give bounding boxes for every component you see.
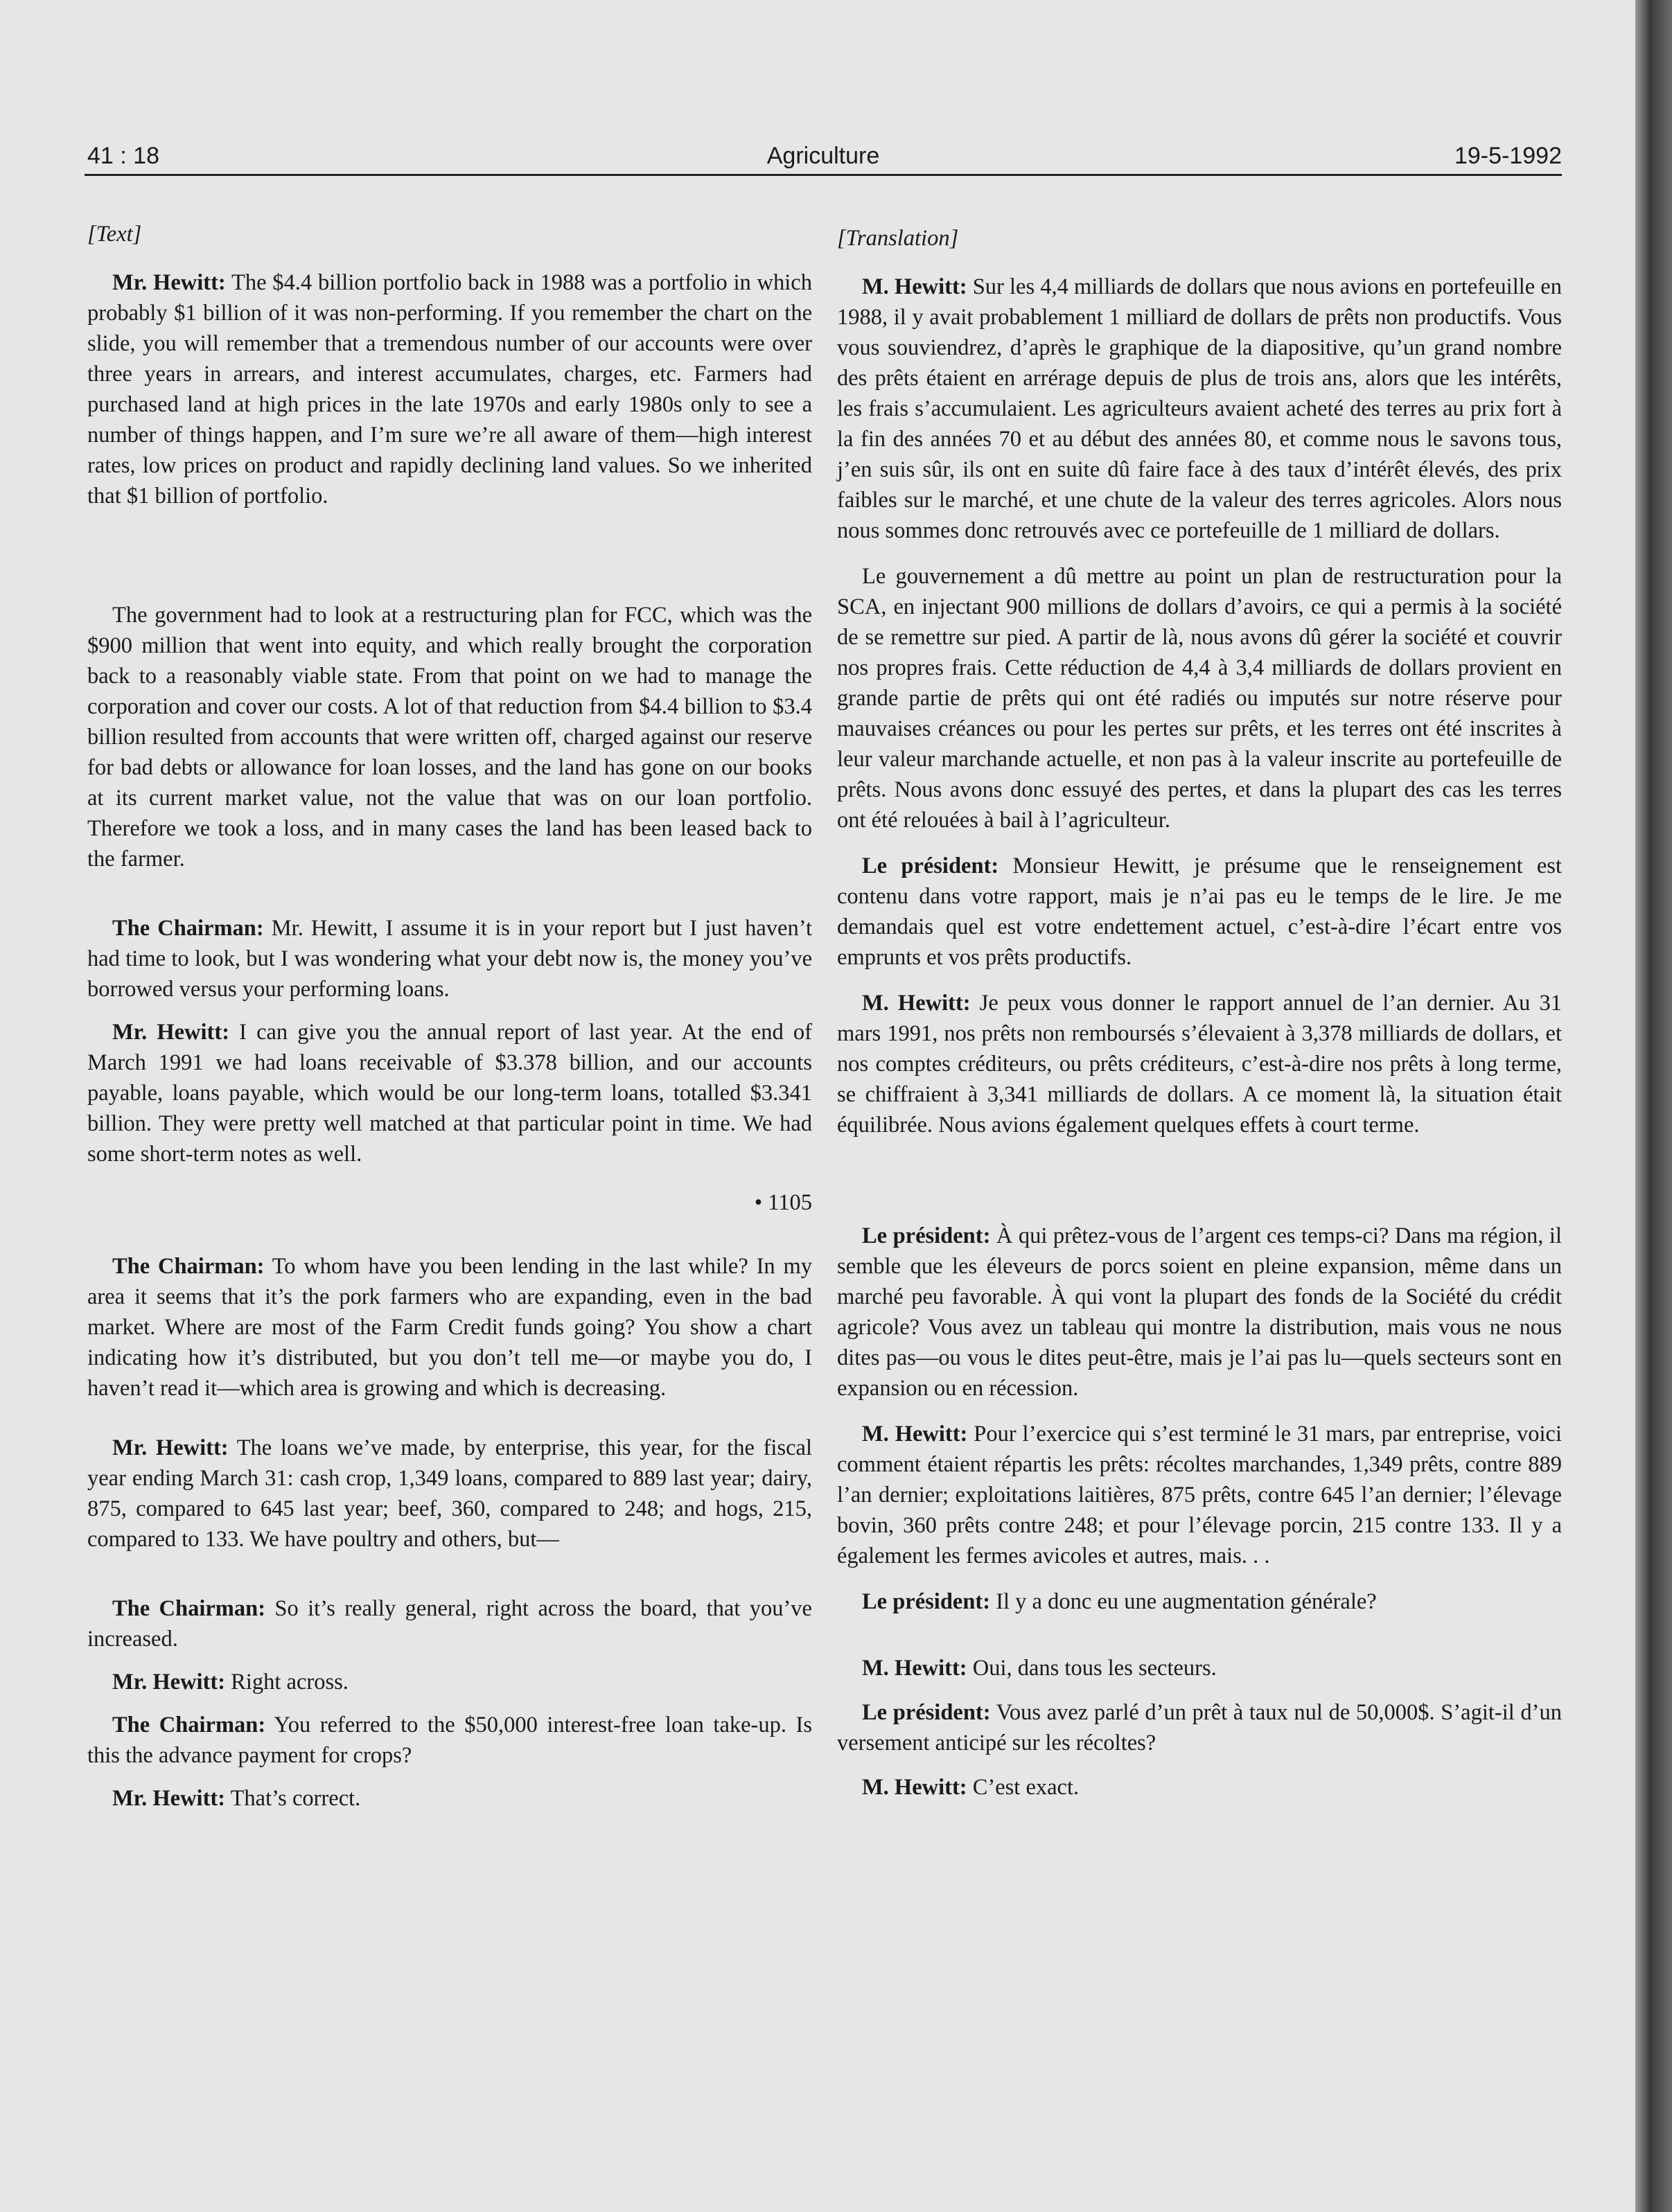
speaker: Le président: bbox=[862, 853, 999, 878]
page-edge bbox=[1635, 0, 1672, 2212]
column-tag: [Translation] bbox=[837, 226, 959, 251]
speaker: The Chairman: bbox=[112, 916, 264, 941]
speech: The loans we’ve made, by enterprise, this year, for the fiscal year ending March 31: cash crop, 1,349 loans, compared to 889 last year; dairy, 875, compared to 645 last year; beef, 360, compared to 248; and hogs, 215, compared to 133. We have poultry and others, but— bbox=[87, 1435, 812, 1552]
speech: Je peux vous donner le rapport annuel de l’an dernier. Au 31 mars 1991, nos prêts non remboursés s’élevaient à 3,378 milliards de dollars, et nos comptes créditeurs, ou prêts créditeurs, c’est-à-dire nos prêts à long terme, se chiffraient à 3,341 milliards de dollars. A ce moment là, la situation était équilibrée. Nous avions également quelques effets à court terme. bbox=[837, 991, 1562, 1138]
speech: Mr. Hewitt, I assume it is in your report but I just haven’t had time to look, but I was wondering what your debt now is, the money you’ve borrowed versus your performing loans. bbox=[87, 916, 812, 1002]
time-marker: • 1105 bbox=[754, 1190, 812, 1215]
speech: The government had to look at a restructuring plan for FCC, which was the $900 million that went into equity, and which really brought the corporation back to a reasonably viable state. From that point on we had to manage the corporation and cover our costs. A lot of that reduction from $4.4 billion to $3.4 billion resulted from accounts that were written off, charged against our reserve for bad debts or allowance for loan losses, and the land has gone on our books at its current market value, not the value that was on our loan portfolio. Therefore we took a loss, and in many cases the land has been leased back to the farmer. bbox=[87, 603, 812, 871]
speech: C’est exact. bbox=[967, 1775, 1080, 1800]
column-tag: [Text] bbox=[87, 222, 142, 247]
speech: You referred to the $50,000 interest-free loan take-up. Is this the advance payment for crops? bbox=[87, 1713, 812, 1768]
paragraph bbox=[87, 913, 812, 1005]
speaker: Mr. Hewitt: bbox=[112, 1670, 226, 1695]
paragraph bbox=[87, 1251, 812, 1404]
paragraph bbox=[837, 1419, 1562, 1571]
speaker: Mr. Hewitt: bbox=[112, 270, 226, 295]
paragraph bbox=[87, 1783, 812, 1814]
paragraph bbox=[87, 1017, 812, 1169]
running-title: Agriculture bbox=[766, 143, 880, 169]
page-header bbox=[85, 139, 1562, 173]
paragraph bbox=[87, 1593, 812, 1654]
english-column bbox=[87, 208, 812, 1814]
paragraph bbox=[837, 1221, 1562, 1404]
paragraph bbox=[837, 1697, 1562, 1758]
speaker: Le président: bbox=[862, 1223, 991, 1248]
paragraph bbox=[837, 988, 1562, 1140]
speaker: Mr. Hewitt: bbox=[112, 1786, 226, 1811]
speech: Le gouvernement a dû mettre au point un plan de restructuration pour la SCA, en injectant 900 millions de dollars d’avoirs, ce qui a permis à la société de se remettre sur pied. A partir de là, nous avons dû gérer la société et couvrir nos propres frais. Cette réduction de 4,4 à 3,4 milliards de dollars provient en grande partie de prêts qui ont été radiés ou imputés sur notre réserve pour mauvaises créances ou pour les pertes sur prêts, et les terres ont été inscrites à leur valeur marchande actuelle, et non pas à la valeur inscrite au portefeuille de prêts. Nous avons donc essuyé des pertes, et dans la plupart des cas les terres ont été relouées à bail à l’agriculteur. bbox=[837, 564, 1562, 833]
speaker: The Chairman: bbox=[112, 1596, 266, 1621]
speaker: Mr. Hewitt: bbox=[112, 1020, 230, 1045]
speech: Vous avez parlé d’un prêt à taux nul de 50,000$. S’agit-il d’un versement anticipé sur les récoltes? bbox=[837, 1700, 1562, 1755]
speech: À qui prêtez-vous de l’argent ces temps-ci? Dans ma région, il semble que les éleveurs de porcs soient en pleine expansion, même dans un marché peu favorable. À qui vont la plupart des fonds de la Société du crédit agricole? Vous avez un tableau qui montre la distribution, mais vous ne nous dites pas—ou vous le dites peut-être, mais je l’ai pas lu—quels secteurs sont en expansion ou en récession. bbox=[837, 1223, 1562, 1401]
speech: So it’s really general, right across the board, that you’ve increased. bbox=[87, 1596, 812, 1652]
speaker: M. Hewitt: bbox=[862, 274, 967, 299]
speech: Monsieur Hewitt, je présume que le renseignement est contenu dans votre rapport, mais je n’ai pas eu le temps de le lire. Je me demandais quel est votre endettement actuel, c’est-à-dire l’écart entre vos emprunts et vos prêts productifs. bbox=[837, 853, 1562, 970]
paragraph bbox=[837, 561, 1562, 835]
paragraph bbox=[837, 851, 1562, 973]
speech: The $4.4 billion portfolio back in 1988 was a portfolio in which probably $1 billion of it was non-performing. If you remember the chart on the slide, you will remember that a tremendous number of our accounts were over three years in arrears, and interest accumulates, charges, etc. Farmers had purchased land at high prices in the late 1970s and early 1980s only to see a number of things happen, and I’m sure we’re all aware of them—high interest rates, low prices on product and rapidly declining land values. So we inherited that $1 billion of portfolio. bbox=[87, 270, 812, 508]
speech: That’s correct. bbox=[225, 1786, 361, 1811]
speech: Sur les 4,4 milliards de dollars que nous avions en portefeuille en 1988, il y avait probablement 1 milliard de dollars de prêts non productifs. Vous vous souviendrez, d’après le graphique de la diapositive, qu’un grand nombre des prêts étaient en arrérage depuis de plus de trois ans, alors que les intérêts, les frais s’accumulaient. Les agriculteurs avaient acheté des terres au prix fort à la fin des années 70 et au début des années 80, et comme nous le savons tous, j’en suis sûr, ils ont en suite dû faire face à des taux d’intérêt élevés, des prix faibles sur le marché, et une chute de la valeur des terres agricoles. Alors nous nous sommes donc retrouvés avec ce portefeuille de 1 milliard de dollars. bbox=[837, 274, 1562, 543]
paragraph bbox=[837, 1772, 1562, 1803]
speaker: Mr. Hewitt: bbox=[112, 1435, 229, 1460]
speaker: The Chairman: bbox=[112, 1254, 265, 1279]
speech: Right across. bbox=[225, 1670, 349, 1695]
paragraph bbox=[87, 1710, 812, 1771]
paragraph bbox=[87, 267, 812, 511]
paragraph bbox=[837, 1653, 1562, 1683]
speaker: M. Hewitt: bbox=[862, 1656, 967, 1681]
speaker: Le président: bbox=[862, 1700, 991, 1725]
speaker: M. Hewitt: bbox=[862, 991, 971, 1016]
speaker: M. Hewitt: bbox=[862, 1422, 968, 1446]
header-rule bbox=[85, 174, 1562, 176]
speaker: The Chairman: bbox=[112, 1713, 266, 1737]
paragraph bbox=[87, 600, 812, 874]
speech: Oui, dans tous les secteurs. bbox=[967, 1656, 1217, 1681]
paragraph bbox=[87, 1667, 812, 1697]
paragraph bbox=[837, 1586, 1562, 1617]
speech: To whom have you been lending in the last while? In my area it seems that it’s the pork farmers who are expanding, even in the bad market. Where are most of the Farm Credit funds going? You show a chart indicating how it’s distributed, but you don’t tell me—or maybe you do, I haven’t read it—which area is growing and which is decreasing. bbox=[87, 1254, 812, 1401]
speech: Pour l’exercice qui s’est terminé le 31 mars, par entreprise, voici comment étaient répartis les prêts: récoltes marchandes, 1,349 prêts, contre 889 l’an dernier; exploitations laitières, 875 prêts, contre 645 l’an dernier; l’élevage bovin, 360 prêts contre 248; et pour l’élevage porcin, 215 contre 133. Il y a également les fermes avicoles et autres, mais. . . bbox=[837, 1422, 1562, 1568]
paragraph bbox=[837, 272, 1562, 546]
speech: I can give you the annual report of last year. At the end of March 1991 we had loans receivable of $3.378 billion, and our accounts payable, loans payable, which would be our long-term loans, totalled $3.341 billion. They were pretty well matched at that particular point in time. We had some short-term notes as well. bbox=[87, 1020, 812, 1167]
speaker: Le président: bbox=[862, 1589, 991, 1614]
speaker: M. Hewitt: bbox=[862, 1775, 967, 1800]
speech: Il y a donc eu une augmentation générale? bbox=[990, 1589, 1377, 1614]
paragraph bbox=[87, 1433, 812, 1555]
date: 19-5-1992 bbox=[1454, 143, 1562, 169]
french-column bbox=[837, 208, 1562, 1803]
page-number: 41 : 18 bbox=[87, 143, 159, 169]
